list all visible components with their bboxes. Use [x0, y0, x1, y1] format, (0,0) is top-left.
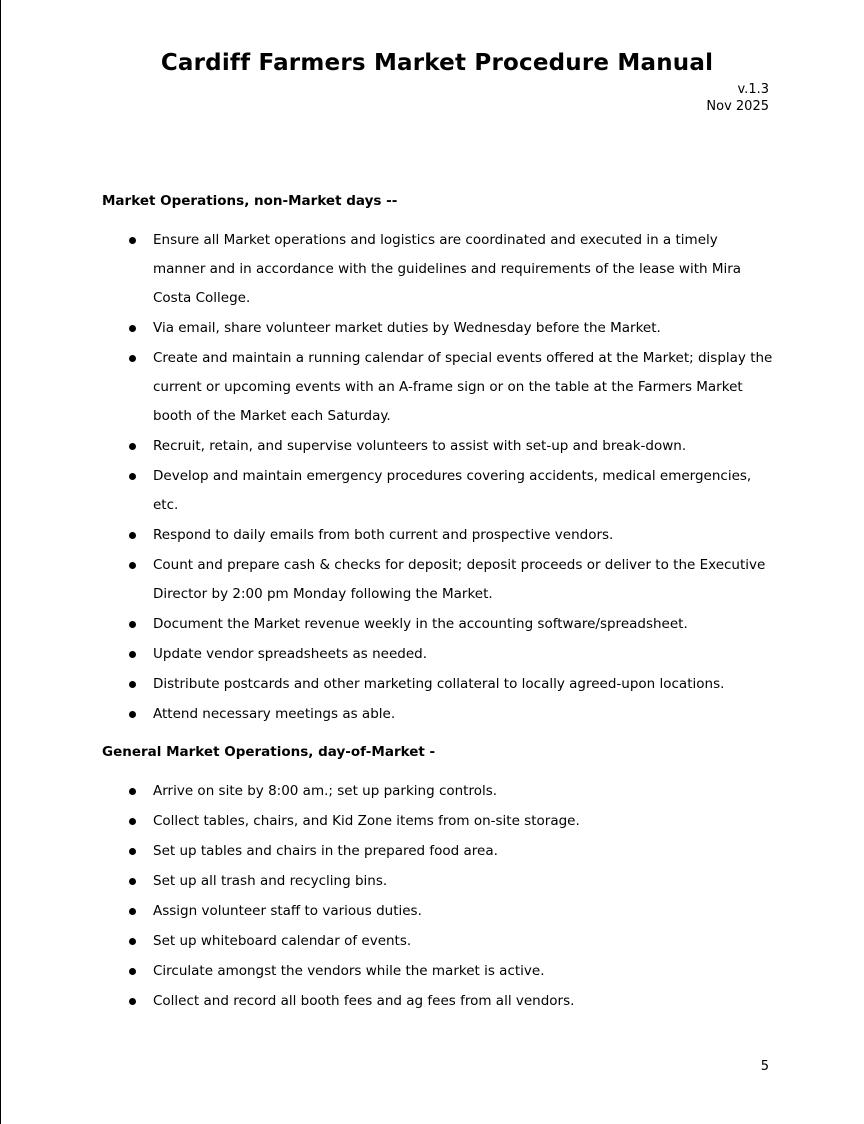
- version-block: [706, 81, 769, 115]
- list-item: [0, 777, 864, 806]
- list-item-text: Distribute postcards and other marketing collateral to locally agreed-upon locations.: [153, 676, 725, 692]
- bullet-icon: [129, 325, 136, 332]
- list-item-text: Via email, share volunteer market duties by Wednesday before the Market.: [153, 320, 661, 336]
- bullet-icon: [129, 355, 136, 362]
- list-item: [0, 610, 864, 639]
- list-item-text: Recruit, retain, and supervise volunteers to assist with set-up and break-down.: [153, 438, 687, 454]
- list-item: [0, 226, 864, 313]
- bullet-icon: [129, 532, 136, 539]
- list-item: [0, 807, 864, 836]
- list-item-text: Circulate amongst the vendors while the market is active.: [153, 963, 545, 979]
- list-item-text: Count and prepare cash & checks for deposit; deposit proceeds or deliver to the Executive Director by 2:00 pm Monday following the Market.: [153, 557, 766, 602]
- list-item: [0, 867, 864, 896]
- list-item: [0, 521, 864, 550]
- list-item-text: Create and maintain a running calendar of special events offered at the Market; display the current or upcoming events with an A-frame sign or on the table at the Farmers Market booth of the Market each Saturday.: [153, 350, 773, 424]
- bullet-icon: [129, 443, 136, 450]
- list-item-text: Document the Market revenue weekly in the accounting software/spreadsheet.: [153, 616, 688, 632]
- list-item-text: Set up whiteboard calendar of events.: [153, 933, 412, 949]
- list-item-text: Update vendor spreadsheets as needed.: [153, 646, 428, 662]
- list-item: [0, 927, 864, 956]
- bullet-icon: [129, 473, 136, 480]
- list-item-text: Respond to daily emails from both current and prospective vendors.: [153, 527, 614, 543]
- list-item: [0, 897, 864, 926]
- bullet-icon: [129, 818, 136, 825]
- list-item-text: Ensure all Market operations and logistics are coordinated and executed in a timely manner and in accordance with the guidelines and requirements of the lease with Mira Costa College.: [153, 232, 742, 306]
- bullet-icon: [129, 711, 136, 718]
- list-item-text: Collect tables, chairs, and Kid Zone items from on-site storage.: [153, 813, 580, 829]
- list-item-text: Attend necessary meetings as able.: [153, 706, 396, 722]
- list-item: [0, 462, 864, 520]
- bullet-list-non-market-days: [0, 226, 864, 730]
- list-item: [0, 314, 864, 343]
- list-item: [0, 551, 864, 609]
- bullet-icon: [129, 621, 136, 628]
- list-item: [0, 432, 864, 461]
- list-item: [0, 987, 864, 1016]
- bullet-icon: [129, 848, 136, 855]
- list-item: [0, 957, 864, 986]
- list-item-text: Assign volunteer staff to various duties.: [153, 903, 422, 919]
- version-number: v.1.3: [737, 82, 769, 97]
- bullet-icon: [129, 968, 136, 975]
- bullet-icon: [129, 651, 136, 658]
- list-item-text: Arrive on site by 8:00 am.; set up parking controls.: [153, 783, 498, 799]
- bullet-icon: [129, 878, 136, 885]
- section-heading-non-market-days: Market Operations, non-Market days --: [102, 193, 398, 209]
- bullet-icon: [129, 237, 136, 244]
- bullet-icon: [129, 562, 136, 569]
- bullet-icon: [129, 998, 136, 1005]
- list-item: [0, 640, 864, 669]
- version-date: Nov 2025: [706, 99, 769, 114]
- list-item-text: Develop and maintain emergency procedures covering accidents, medical emergencies, etc.: [153, 468, 752, 513]
- list-item: [0, 670, 864, 699]
- bullet-icon: [129, 908, 136, 915]
- list-item: [0, 837, 864, 866]
- list-item: [0, 344, 864, 431]
- list-item-text: Collect and record all booth fees and ag fees from all vendors.: [153, 993, 575, 1009]
- list-item: [0, 700, 864, 729]
- list-item-text: Set up all trash and recycling bins.: [153, 873, 388, 889]
- bullet-icon: [129, 938, 136, 945]
- section-heading-day-of-market: General Market Operations, day-of-Market -: [102, 744, 436, 760]
- document-title: Cardiff Farmers Market Procedure Manual: [160, 50, 714, 76]
- bullet-icon: [129, 788, 136, 795]
- page-number: 5: [760, 1059, 769, 1074]
- bullet-icon: [129, 681, 136, 688]
- list-item-text: Set up tables and chairs in the prepared food area.: [153, 843, 498, 859]
- bullet-list-day-of-market: [0, 777, 864, 1017]
